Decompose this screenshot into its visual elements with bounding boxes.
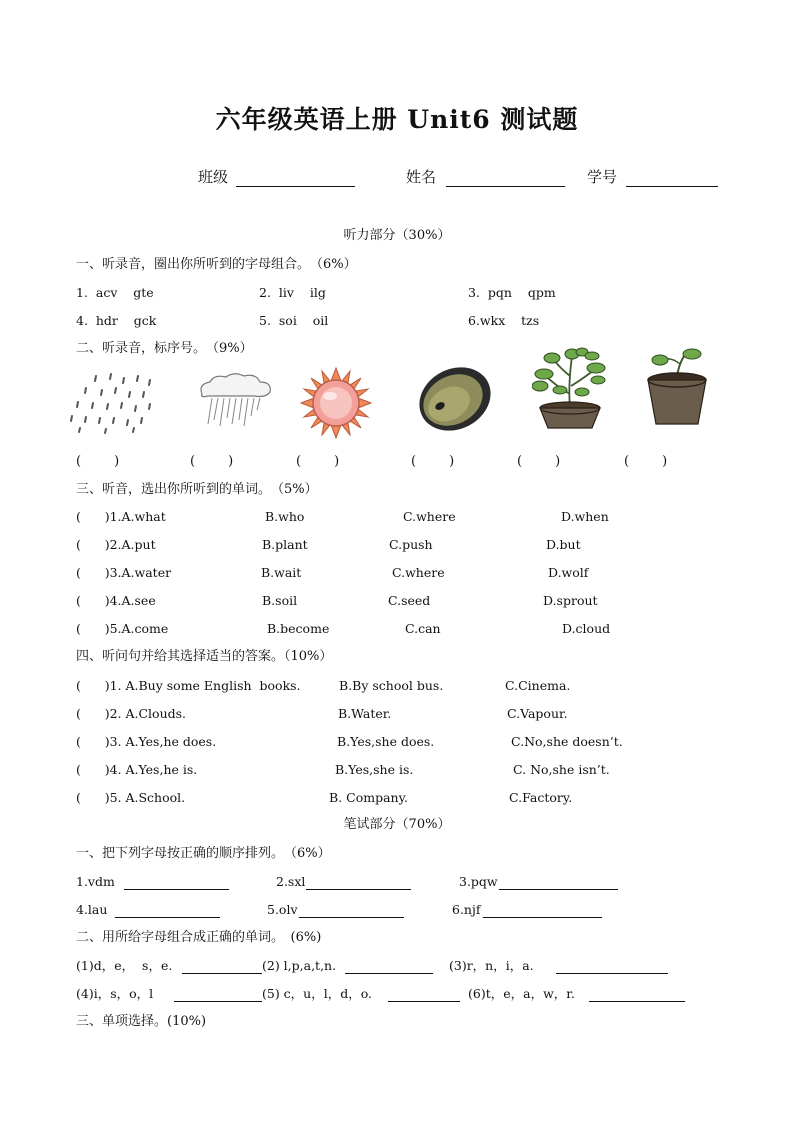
class-field[interactable]	[236, 172, 355, 187]
class-label: 班级	[198, 168, 229, 186]
listening-part2-heading: 二、听录音，标序号。 （9%）	[76, 341, 253, 356]
option-d: D.when	[561, 509, 609, 524]
question-row-prompt: ( )1.A.what	[76, 509, 166, 524]
answer-blank[interactable]	[388, 988, 460, 1002]
option-c: C. No,she isn’t.	[513, 762, 610, 777]
listening-part3-heading: 三、听音，选出你所听到的单词。 （5%）	[76, 482, 318, 497]
word-build-item-label: (1)d，e， s，e.	[76, 958, 173, 973]
written-heading: 笔试部分（70%）	[343, 817, 451, 832]
answer-blank[interactable]	[499, 876, 618, 890]
option-c: C.Factory.	[509, 790, 573, 805]
option-b: B.wait	[261, 565, 302, 580]
letter-group-item: 1. acv gte	[76, 285, 154, 300]
sprout-plant-icon	[532, 346, 608, 430]
reorder-item-label: 5.olv	[267, 902, 298, 917]
question-row-prompt: ( )3. A.Yes,he does.	[76, 734, 217, 749]
listening-part1-heading: 一、听录音，圈出你所听到的字母组合。 （6%）	[76, 257, 357, 272]
question-row-prompt: ( )4.A.see	[76, 593, 156, 608]
option-c: C.Vapour.	[507, 706, 568, 721]
number-label: 学号	[587, 168, 618, 186]
option-b: B.Yes,she does.	[337, 734, 435, 749]
option-c: C.can	[405, 621, 441, 636]
answer-blank[interactable]	[556, 960, 668, 974]
letter-group-item: 6.wkx tzs	[468, 313, 540, 328]
option-b: B.who	[265, 509, 305, 524]
question-row-prompt: ( )4. A.Yes,he is.	[76, 762, 198, 777]
option-b: B.By school bus.	[339, 678, 444, 693]
name-field[interactable]	[446, 172, 565, 187]
name-label: 姓名	[406, 168, 437, 186]
rain-cloud-icon	[194, 370, 276, 430]
option-c: C.where	[392, 565, 445, 580]
reorder-item-label: 2.sxl	[276, 874, 306, 889]
sun-icon	[300, 367, 372, 439]
option-d: D.cloud	[562, 621, 611, 636]
listening-heading: 听力部分（30%）	[343, 228, 451, 243]
letter-group-item: 2. liv ilg	[259, 285, 326, 300]
picture-answer-bracket[interactable]: ( )	[411, 454, 455, 469]
picture-answer-bracket[interactable]: ( )	[517, 454, 561, 469]
question-row-prompt: ( )5.A.come	[76, 621, 169, 636]
question-row-prompt: ( )2. A.Clouds.	[76, 706, 187, 721]
answer-blank[interactable]	[483, 904, 602, 918]
question-row-prompt: ( )1. A.Buy some English books.	[76, 678, 301, 693]
option-b: B.Yes,she is.	[335, 762, 414, 777]
answer-blank[interactable]	[299, 904, 404, 918]
picture-answer-bracket[interactable]: ( )	[624, 454, 668, 469]
option-c: C.where	[403, 509, 456, 524]
picture-answer-bracket[interactable]: ( )	[190, 454, 234, 469]
answer-blank[interactable]	[345, 960, 433, 974]
option-c: C.seed	[388, 593, 431, 608]
option-d: D.wolf	[548, 565, 589, 580]
word-build-item-label: (5) c，u，l，d，o.	[262, 986, 373, 1001]
option-b: B.Water.	[338, 706, 392, 721]
answer-blank[interactable]	[174, 988, 262, 1002]
seed-icon	[416, 366, 494, 432]
reorder-item-label: 1.vdm	[76, 874, 115, 889]
option-d: D.but	[546, 537, 581, 552]
written-part1-heading: 一、把下列字母按正确的顺序排列。 （6%）	[76, 846, 331, 861]
written-part3-heading: 三、单项选择。(10%)	[76, 1014, 207, 1029]
letter-group-item: 5. soi oil	[259, 313, 329, 328]
reorder-item-label: 3.pqw	[459, 874, 498, 889]
option-b: B.become	[267, 621, 330, 636]
word-build-item-label: (6)t，e，a，w，r.	[468, 986, 575, 1001]
letter-group-item: 3. pqn qpm	[468, 285, 556, 300]
page-title: 六年级英语上册 Unit6 测试题	[215, 105, 579, 134]
answer-blank[interactable]	[182, 960, 262, 974]
option-b: B. Company.	[329, 790, 408, 805]
small-plant-pot-icon	[642, 346, 712, 426]
number-field[interactable]	[626, 172, 718, 187]
question-row-prompt: ( )2.A.put	[76, 537, 156, 552]
answer-blank[interactable]	[124, 876, 229, 890]
picture-answer-bracket[interactable]: ( )	[296, 454, 340, 469]
word-build-item-label: (4)i，s，o，l	[76, 986, 154, 1001]
option-c: C.push	[389, 537, 433, 552]
rain-drops-icon	[66, 370, 158, 436]
option-b: B.soil	[262, 593, 298, 608]
answer-blank[interactable]	[589, 988, 685, 1002]
option-d: D.sprout	[543, 593, 598, 608]
answer-blank[interactable]	[115, 904, 220, 918]
question-row-prompt: ( )3.A.water	[76, 565, 172, 580]
picture-answer-bracket[interactable]: ( )	[76, 454, 120, 469]
option-c: C.No,she doesn’t.	[511, 734, 623, 749]
word-build-item-label: (3)r，n，i，a.	[449, 958, 534, 973]
option-c: C.Cinema.	[505, 678, 571, 693]
reorder-item-label: 6.njf	[452, 902, 481, 917]
question-row-prompt: ( )5. A.School.	[76, 790, 186, 805]
letter-group-item: 4. hdr gck	[76, 313, 157, 328]
option-b: B.plant	[262, 537, 308, 552]
answer-blank[interactable]	[306, 876, 411, 890]
word-build-item-label: (2) l,p,a,t,n.	[262, 958, 337, 973]
written-part2-heading: 二、用所给字母组合成正确的单词。 (6%)	[76, 930, 322, 945]
reorder-item-label: 4.lau	[76, 902, 108, 917]
listening-part4-heading: 四、听问句并给其选择适当的答案。（10%）	[76, 649, 333, 664]
